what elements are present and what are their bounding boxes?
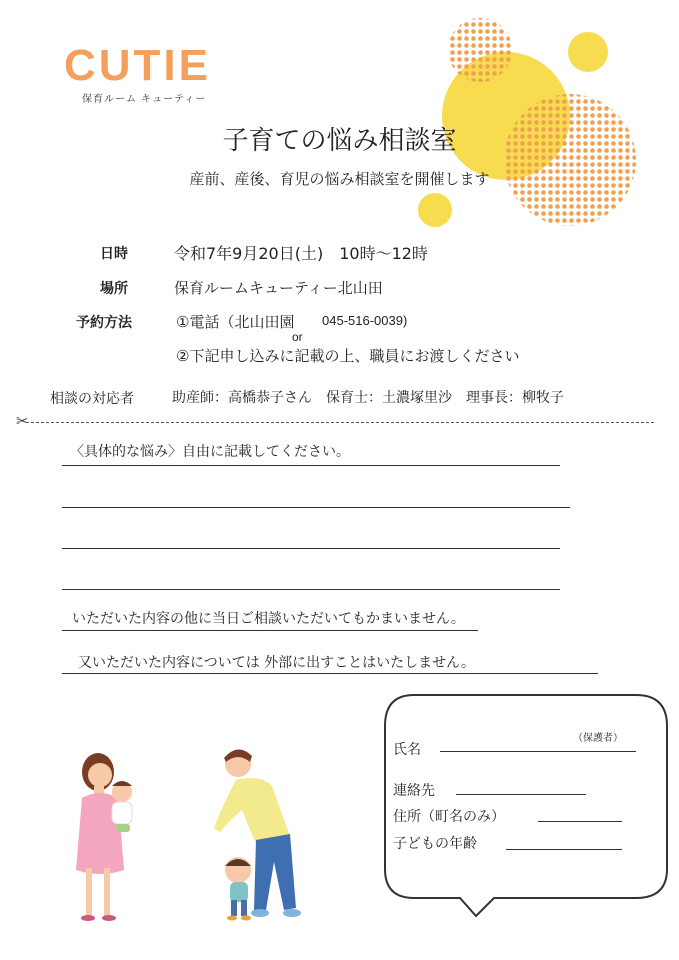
date-value: 令和7年9月20日(土) 10時〜12時 xyxy=(174,244,428,263)
brand-logo: CUTIE xyxy=(64,41,211,90)
dotted-circle-right xyxy=(504,94,636,226)
date-label: 日時 xyxy=(100,246,128,262)
guardian-note: （保護者） xyxy=(573,733,623,744)
staff-label: 相談の対応者 xyxy=(50,391,134,407)
yellow-circle-small-bottom xyxy=(418,193,452,227)
dotted-circle-top xyxy=(448,18,512,82)
form-note-2: 又いただいた内容については 外部に出すことはいたしません。 xyxy=(78,655,476,671)
write-line[interactable] xyxy=(62,465,560,466)
phone-number: 045-516-0039) xyxy=(322,313,408,328)
scissors-icon: ✂ xyxy=(16,412,29,430)
name-field[interactable] xyxy=(440,751,636,752)
form-prompt: 〈具体的な悩み〉自由に記載してください。 xyxy=(70,444,350,460)
write-line[interactable] xyxy=(62,507,570,508)
or-text: or xyxy=(292,330,303,344)
brand-subtitle: 保育ルーム キューティー xyxy=(82,94,207,105)
write-line[interactable] xyxy=(62,589,560,590)
yellow-circle-small-top xyxy=(568,32,608,72)
contact-field[interactable] xyxy=(456,794,586,795)
page-title: 子育ての悩み相談室 xyxy=(222,126,457,156)
family-illustration xyxy=(60,740,320,930)
write-line[interactable] xyxy=(62,548,560,549)
staff-list: 助産師：高橋恭子さん 保育士：土濃塚里沙 理事長：柳牧子 xyxy=(172,390,564,406)
cut-line xyxy=(26,422,654,423)
form-note-1: いただいた内容の他に当日ご相談いただいてもかまいません。 xyxy=(72,611,465,627)
name-label: 氏名 xyxy=(393,742,421,758)
mother-figure xyxy=(76,753,124,921)
address-field[interactable] xyxy=(538,821,622,822)
reserve-phone: ①電話（北山田園 xyxy=(176,313,295,331)
place-value: 保育ルームキューティー北山田 xyxy=(174,279,383,297)
reserve-label: 予約方法 xyxy=(76,315,132,331)
contact-label: 連絡先 xyxy=(393,783,435,799)
toddler-figure xyxy=(225,857,251,921)
place-label: 場所 xyxy=(100,281,128,297)
note-underline xyxy=(62,630,478,631)
page-subtitle: 産前、産後、育児の悩み相談室を開催します xyxy=(189,170,490,188)
child-age-label: 子どもの年齢 xyxy=(393,836,477,852)
reserve-form: ②下記申し込みに記載の上、職員にお渡しください xyxy=(176,347,520,365)
note-underline xyxy=(62,673,598,674)
address-label: 住所（町名のみ） xyxy=(393,809,505,825)
child-age-field[interactable] xyxy=(506,849,622,850)
father-figure xyxy=(214,749,301,917)
